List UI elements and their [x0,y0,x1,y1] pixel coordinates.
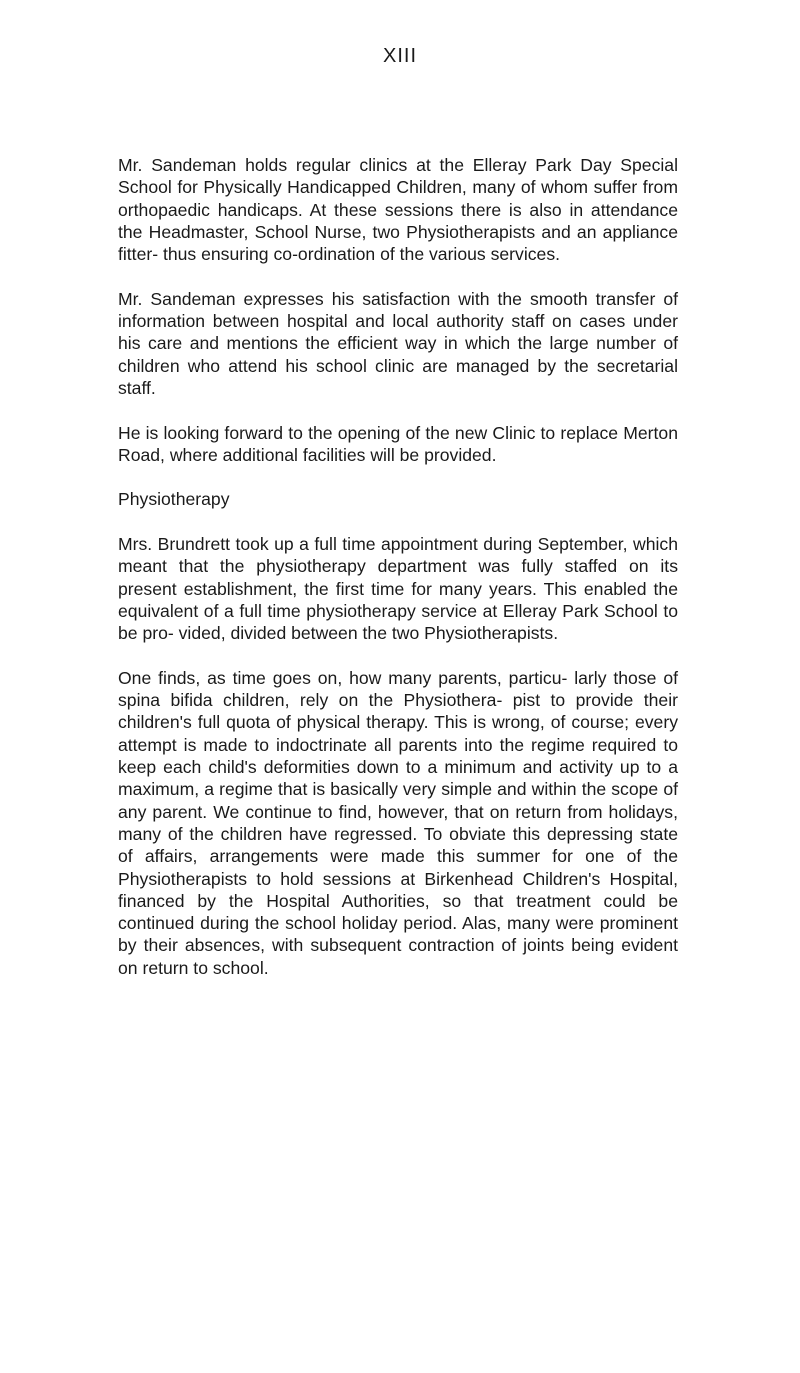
paragraph-information-transfer: Mr. Sandeman expresses his satisfaction with the smooth transfer of information between hospital and local authority staff on cases under his care and mentions the efficient way in which the large number of children who attend his school clinic are managed by the secretarial staff. [118,288,678,398]
paragraph-staffing: Mrs. Brundrett took up a full time appointment during September, which meant that the physiotherapy department was fully staffed on its present establishment, the first time for many years. This enabled the equivalent of a full time physiotherapy service at Elleray Park School to be pro- vided, divided between the two Physiotherapists. [118,534,678,644]
paragraph-parents-therapy: One finds, as time goes on, how many parents, particu- larly those of spina bifida children, rely on the Physiothera- pist to provide their children's full quota of physical therapy. This is wrong, of course; every attempt is made to indoctrinate all parents into the regime required to keep each child's deformities down to a minimum and activity up to a maximum, a regime that is basically very simple and within the scope of any parent. We continue to find, however, that on return from holidays, many of the children have regressed. To obviate this depressing state of affairs, arrangements were made this summer for one of the Physiotherapists to hold sessions at Birkenhead Children's Hospital, financed by the Hospital Authorities, so that treatment could be continued during the school holiday period. Alas, many were prominent by their absences, with subsequent contraction of joints being evident on return to school. [118,667,678,978]
paragraph-new-clinic: He is looking forward to the opening of the new Clinic to replace Merton Road, where additional facilities will be provided. [118,422,678,465]
document-body [118,154,678,1001]
page-number: XIII [382,45,417,67]
paragraph-elleray-clinics: Mr. Sandeman holds regular clinics at the Elleray Park Day Special School for Physically Handicapped Children, many of whom suffer from orthopaedic handicaps. At these sessions there is also in attendance the Headmaster, School Nurse, two Physiotherapists and an appliance fitter- thus ensuring co-ordination of the various services. [118,155,678,265]
section-heading-physiotherapy: Physiotherapy [118,489,230,510]
